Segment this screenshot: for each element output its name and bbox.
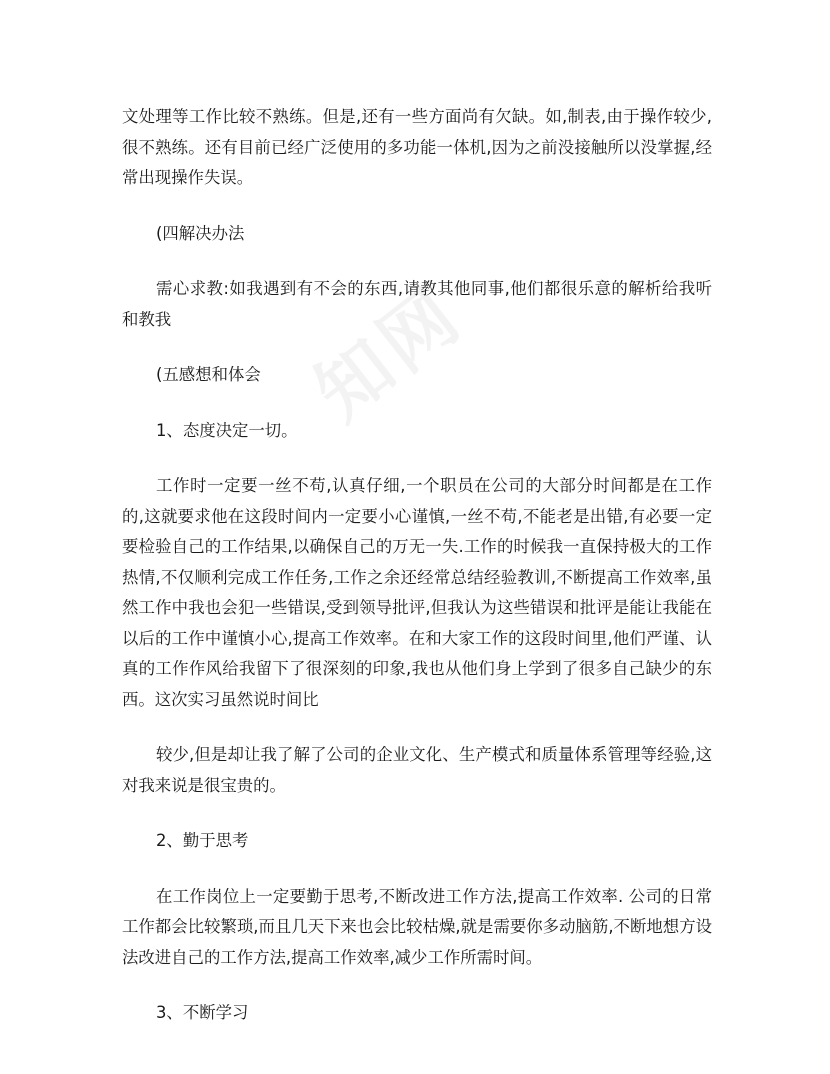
paragraph-continued: 文处理等工作比较不熟练。但是,还有一些方面尚有欠缺。如,制表,由于操作较少,很不熟练。还有目前已经广泛使用的多功能一体机,因为之前没接触所以没掌握,经常出现操作失误。 — [122, 107, 712, 187]
subheading-attitude: 1、态度决定一切。 — [156, 420, 298, 440]
paragraph-attitude: 工作时一定要一丝不苟,认真仔细,一个职员在公司的大部分时间都是在工作的,这就要求他在这段时间内一定要小心谨慎,一丝不苟,不能老是出错,有必要一定要检验自己的工作结果,以确保自己的万无一失.工作的时候我一直保持极大的工作热情,不仅顺利完成工作任务,工作之余还经常总结经验教训,不断提高工作效率,虽然工作中我也会犯一些错误,受到领导批评,但我认为这些错误和批评是能让我能在以后的工作中谨慎小心,提高工作效率。在和大家工作的这段时间里,他们严谨、认真的工作作风给我留下了很深刻的印象,我也从他们身上学到了很多自己缺少的东西。这次实习虽然说时间比 — [122, 476, 712, 709]
paragraph-ask-for-help: 需心求教:如我遇到有不会的东西,请教其他同事,他们都很乐意的解析给我听和教我 — [122, 279, 712, 329]
document-body — [122, 102, 712, 1054]
section-heading-reflections: (五感想和体会 — [156, 365, 261, 384]
subheading-keep-learning: 3、不断学习 — [156, 1003, 249, 1022]
section-heading-solutions: (四解决办法 — [156, 223, 245, 243]
paragraph-think: 在工作岗位上一定要勤于思考,不断改进工作方法,提高工作效率. 公司的日常工作都会比较繁琐,而且几天下来也会比较枯燥,就是需要你多动脑筋,不断地想方设法改进自己的工作方法,提高工作效率,减少工作所需时间。 — [122, 886, 712, 967]
subheading-think: 2、勤于思考 — [156, 831, 249, 850]
paragraph-company-culture: 较少,但是却让我了解了公司的企业文化、生产模式和质量体系管理等经验,这对我来说是很宝贵的。 — [122, 745, 712, 795]
